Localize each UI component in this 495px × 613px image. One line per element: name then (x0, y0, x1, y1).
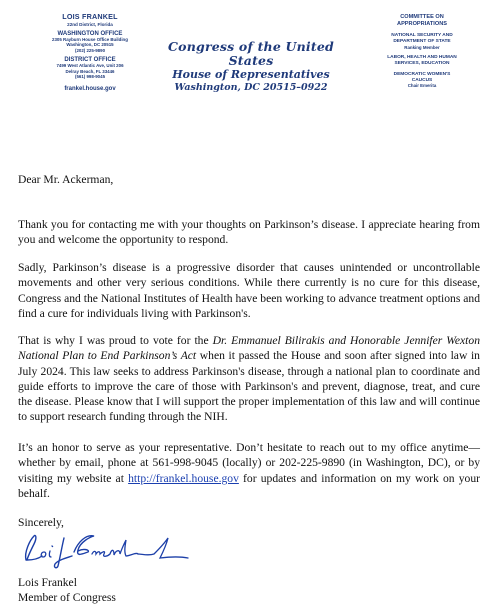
salutation: Dear Mr. Ackerman, (18, 173, 114, 186)
subcommittee-1-line-2: DEPARTMENT OF STATE (393, 38, 451, 44)
member-district: 22nd District, Florida (67, 21, 113, 27)
washington-phone: (202) 225-9890 (74, 47, 106, 53)
letterhead-right-column (376, 14, 468, 89)
paragraph-3-intro: That is why I was proud to vote for the (18, 334, 213, 347)
washington-zip: Washington, DC 20515–0922 (174, 82, 328, 93)
washington-address-line-1: 2305 Rayburn House Office Building (52, 36, 128, 42)
committee-title-line-1: COMMITTEE ON (400, 14, 444, 20)
congress-title: Congress of the United States (168, 39, 334, 68)
paragraph-3-body: when it passed the House and soon after signed into law in July 2024. This law seeks to address Parkinson's disease, through a national plan to coordinate and guide efforts to improve the care of those with Parkinson's and prevent, diagnose, treat, and cure the disease. Please know that I will support the proper implementation of this law and will continue to support research funding through the NIH. (18, 349, 480, 424)
letterhead-center (146, 40, 356, 95)
website-text: frankel.house.gov (64, 86, 116, 93)
caucus-line-1: DEMOCRATIC WOMEN'S (393, 71, 451, 77)
signer-title: Member of Congress (18, 591, 116, 604)
subcommittee-1 (376, 33, 468, 50)
district-address-line-2: Delray Beach, FL 33446 (65, 68, 115, 74)
paragraph-3 (18, 333, 480, 425)
subcommittee-2-line-1: LABOR, HEALTH AND HUMAN (387, 55, 457, 61)
subcommittee-2 (376, 55, 468, 67)
subcommittee-1-role: Ranking Member (404, 44, 440, 50)
district-office-title: DISTRICT OFFICE (64, 57, 116, 64)
signature (18, 530, 198, 570)
committee-title-line-2: APPROPRIATIONS (397, 21, 447, 27)
washington-address-line-2: Washington, DC 20515 (66, 42, 114, 48)
subcommittee-2-line-2: SERVICES, EDUCATION (394, 60, 450, 66)
subcommittee-1-line-1: NATIONAL SECURITY AND (391, 33, 453, 38)
caucus-line-2: CAUCUS (411, 77, 433, 83)
signer-name: Lois Frankel (18, 576, 77, 589)
website-link[interactable]: http://frankel.house.gov (128, 471, 239, 485)
paragraph-4-intro: It’s an honor to serve as your representative. Don’t hesitate to reach out to my office anytime—whether by email, phone at 561-998-9045 (locally) or 202-225-9890 (in Washington, DC), or by visiting my website at (18, 441, 480, 485)
district-address-line-1: 7499 West Atlantic Ave, Unit 206 (56, 63, 124, 69)
paragraph-4 (18, 440, 480, 501)
letterhead-left-column (34, 12, 146, 92)
house-title: House of Representatives (172, 68, 330, 81)
member-name: LOIS FRANKEL (62, 12, 118, 21)
washington-office-title: WASHINGTON OFFICE (57, 30, 123, 37)
caucus-role: Chair Emerita (407, 83, 437, 89)
district-phone: (561) 998-9045 (74, 74, 106, 80)
caucus (376, 72, 468, 89)
closing: Sincerely, (18, 516, 64, 529)
paragraph-2: Sadly, Parkinson’s disease is a progressive disorder that causes unintended or uncontrollable movements and other very serious conditions. While there currently is no cure for this disease, Congress and the National Institutes of Health have been working to advance treatment options and find a cure for individuals living with Parkinson's. (18, 261, 480, 320)
paragraph-1: Thank you for contacting me with your thoughts on Parkinson’s disease. I appreciate hearing from you and welcome the opportunity to respond. (18, 218, 480, 247)
paragraph-4-end: for updates and information on my work on your behalf. (18, 471, 480, 500)
act-title: Dr. Emmanuel Bilirakis and Honorable Jennifer Wexton National Plan to End Parkinson’s Act (18, 334, 480, 363)
